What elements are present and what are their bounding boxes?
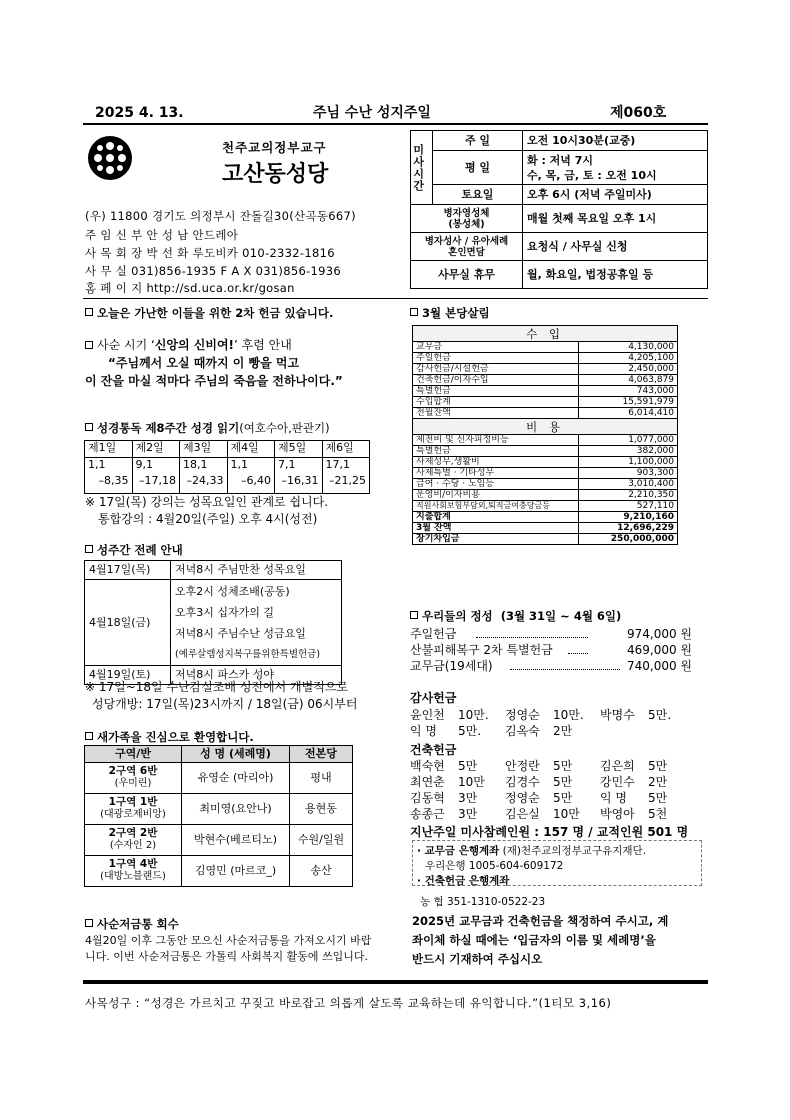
donor-row	[410, 807, 700, 823]
donor-row	[410, 724, 700, 740]
donor-amount: 5만.	[648, 708, 672, 722]
offering-row: 주일헌금 974,000 원	[410, 627, 692, 641]
table-row: 2구역 2반 (수자인 2) 박현수(베르티노) 수원/일원	[85, 825, 353, 856]
building-title: 건축헌금	[410, 743, 457, 757]
donor-amount: 5천	[648, 807, 668, 821]
communion-label: 병자영성체	[443, 207, 490, 219]
table-row: 운영비/이자비용 2,210,350	[413, 490, 678, 501]
mass-sunday-label: 주 일	[433, 131, 523, 151]
donor-amount: 2만	[553, 724, 573, 738]
finance-title: 3월 본당살림	[410, 306, 490, 320]
donor-amount: 3만	[458, 807, 478, 821]
donor-name: 정영순	[505, 708, 540, 722]
bible-integrated-lecture: 통합강의 : 4월20일(주일) 오후 4시(성전)	[98, 512, 318, 526]
thanks-list	[410, 708, 700, 740]
table-row: 급여 · 수당 · 노임등 3,010,400	[413, 479, 678, 490]
lent-antiphon-title: 사순 시기 ‘신앙의 신비여!’ 후렴 안내	[85, 338, 292, 353]
mass-schedule-table: 미사시간 주 일 오전 10시30분(교중) 평 일 화 : 저녁 7시 수, 목, 금, 토 : 오전 10시 토요일 오후 6시 (저녁 주일미사) 병자영성체 (봉성체) 매월 첫째 목요일 오후 1시 병자성사 / 유아세례 혼인면담 요청식 / 사무실 신청 사무실 휴무 월, 화요일, 법정공휴일 등	[410, 130, 708, 289]
donor-amount: 2만	[648, 775, 668, 789]
donor-name: 박영아	[600, 807, 635, 821]
bible-day-1: 제1일	[85, 441, 133, 458]
office-closed-label: 사무실 휴무	[411, 261, 523, 289]
holy-week-title: 성주간 전례 안내	[85, 543, 183, 557]
donor-amount: 10만	[553, 807, 580, 821]
income-header: 수 입	[413, 326, 678, 342]
sacrament-label: 병자성사 / 유아세례	[424, 235, 509, 247]
offering-row: 산불피해복구 2차 특별헌금 469,000 원	[410, 643, 692, 657]
mass-weekday-label: 평 일	[433, 151, 523, 185]
donor-name: 박명수	[600, 708, 635, 722]
table-row: 건축헌금/이자수입 4,063,879	[413, 375, 678, 386]
donor-amount: 5만	[648, 791, 668, 805]
sacrament-info: 요청식 / 사무실 신청	[523, 233, 708, 261]
diocese-name: 천주교의정부교구	[222, 140, 327, 155]
donor-amount: 10만.	[458, 708, 489, 722]
donor-name: 익 명	[410, 724, 437, 738]
donor-amount: 5만	[553, 759, 573, 773]
holy-saturday-item: 저녁8시 파스카 성야	[171, 666, 342, 685]
mass-weekday-time-2: 수, 목, 금, 토 : 오전 10시	[527, 168, 657, 182]
donor-amount: 3만	[458, 791, 478, 805]
church-logo-icon	[88, 136, 132, 180]
mass-sunday-time: 오전 10시30분(교중)	[523, 131, 708, 151]
holy-week-table: 4월17일(목) 저녁8시 주님만찬 성목요일 4월18일(금) 오후2시 성체조배(공동) 오후3시 십자가의 길 저녁8시 주님수난 성금요일 (예루살렘성지복구를위한특별헌금) 4월19일(토) 저녁8시 파스카 성야	[84, 560, 342, 685]
donor-row	[410, 775, 700, 791]
donor-name: 김은실	[505, 807, 540, 821]
table-row: 감사헌금/시설헌금 2,450,000	[413, 364, 678, 375]
donor-name: 백숙현	[410, 759, 445, 773]
lent-box-title: 사순저금통 회수	[85, 917, 179, 931]
holy-thursday-item: 저녁8시 주님만찬 성목요일	[171, 561, 342, 580]
donor-name: 김은희	[600, 759, 635, 773]
good-friday-date: 4월18일(금)	[85, 580, 171, 666]
bible-reading-table: 제1일 제2일 제3일 제4일 제5일 제6일 1,1 –8,35 9,1 –17,18 18,1 –24,33 1,1 –6,40 7,1 –16,31 17,1 –21,25	[84, 440, 370, 494]
holy-week-note-2: 성당개방: 17일(목)23시까지 / 18일(금) 06시부터	[92, 697, 358, 711]
donor-row	[410, 759, 700, 775]
table-row: 주일헌금 4,205,100	[413, 353, 678, 364]
table-row: 사제성무,생활비 1,100,000	[413, 457, 678, 468]
address: (우) 11800 경기도 의정부시 잔돌길30(산곡동667)	[85, 209, 356, 223]
building-account: 농 협 351-1310-0522-23	[420, 896, 546, 908]
footer-rule	[83, 980, 708, 984]
communion-time: 매월 첫째 목요일 오후 1시	[523, 205, 708, 233]
mass-weekday-time-1: 화 : 저녁 7시	[527, 153, 594, 167]
mass-saturday-time: 오후 6시 (저녁 주일미사)	[523, 185, 708, 205]
bible-note: ※ 17일(목) 강의는 성목요일인 관계로 쉽니다.	[85, 495, 329, 509]
church-name: 고산동성당	[222, 162, 329, 187]
holy-week-note-1: ※ 17일~18일 수난감실조배 성전에서 개별적으로	[85, 680, 348, 694]
lent-box-text-1: 4월20일 이후 그동안 모으신 사순저금통을 가져오시기 바랍	[85, 934, 372, 947]
donor-name: 윤인천	[410, 708, 445, 722]
table-row: 전월잔액 6,014,410	[413, 408, 678, 419]
donor-amount: 5만	[553, 775, 573, 789]
table-row: 지출합계 9,210,160	[413, 512, 678, 523]
bible-day-6: 제6일	[322, 441, 370, 458]
attendance: 지난주일 미사참례인원 : 157 명 / 교적인원 501 명	[410, 825, 689, 839]
table-row: 특별헌금 743,000	[413, 386, 678, 397]
donor-amount: 10만	[458, 775, 485, 789]
lent-box-text-2: 니다. 이번 사순저금통은 가톨릭 사회복지 활동에 쓰입니다.	[85, 950, 368, 963]
homepage-link[interactable]: 홈 페 이 지 http://sd.uca.or.kr/gosan	[85, 281, 295, 295]
offering-title: 우리들의 정성 (3월 31일 ~ 4월 6일)	[410, 609, 621, 623]
donor-row	[410, 791, 700, 807]
bank-account-box: · 교무금 은행계좌 (재)천주교의정부교구유지재단. 우리은행 1005-604-609172 · 건축헌금 은행계좌	[412, 840, 702, 886]
divider	[83, 298, 708, 299]
bible-day-4: 제4일	[227, 441, 275, 458]
bulletin-date: 2025 4. 13.	[95, 105, 184, 121]
table-row: 수입합계 15,591,979	[413, 397, 678, 408]
expense-header: 비 용	[413, 419, 678, 435]
donor-name: 정영순	[505, 791, 540, 805]
pastor: 주 임 신 부 안 성 남 안드레아	[85, 228, 239, 242]
table-row: 1구역 1반 (대광로제비앙) 최미영(요안나) 용현동	[85, 794, 353, 825]
bulletin-header	[83, 103, 708, 125]
donor-name: 김동혁	[410, 791, 445, 805]
table-row: 3월 잔액 12,696,229	[413, 523, 678, 534]
table-row: 특별헌금 382,000	[413, 446, 678, 457]
donor-name: 김옥숙	[505, 724, 540, 738]
table-row: 제전비 및 신자피정비등 1,077,000	[413, 435, 678, 446]
donor-name: 익 명	[600, 791, 627, 805]
donor-amount: 10만.	[553, 708, 584, 722]
issue-number: 제060호	[610, 105, 667, 121]
table-row: 장기차입금 250,000,000	[413, 534, 678, 545]
donor-name: 최연춘	[410, 775, 445, 789]
table-row: 사제특별 · 기타성무 903,300	[413, 468, 678, 479]
bible-day-3: 제3일	[180, 441, 228, 458]
table-row: 교무금 4,130,000	[413, 342, 678, 353]
motto: 사목성구 : “성경은 가르치고 꾸짖고 바로잡고 의롭게 살도록 교육하는데 유익합니다.”(1티모 3,16)	[85, 996, 612, 1010]
lent-antiphon-line-2: 이 잔을 마실 적마다 주님의 죽음을 전하나이다.”	[85, 374, 343, 388]
mass-time-label: 미사시간	[411, 143, 425, 192]
new-family-table: 구역/반 성 명 (세례명) 전본당 2구역 6반 (우미린) 유영순 (마리아) 평내 1구역 1반 (대광로제비앙) 최미영(요안나) 용현동 2구역 2반 (수자인 2) 박현수(베르티노) 수원/일원 1구역 4반 (대방노블랜드) 김영민 (마르코_) 송산	[84, 745, 353, 887]
bible-day-2: 제2일	[132, 441, 180, 458]
donor-amount: 5만	[553, 791, 573, 805]
office-phone: 사 무 실 031)856-1935 F A X 031)856-1936	[85, 264, 341, 278]
donor-amount: 5만.	[458, 724, 482, 738]
holy-thursday-date: 4월17일(목)	[85, 561, 171, 580]
donor-amount: 5만	[648, 759, 668, 773]
second-collection-notice: 오늘은 가난한 이들을 위한 2차 헌금 있습니다.	[85, 306, 333, 320]
finance-table	[412, 325, 678, 545]
donor-name: 강민수	[600, 775, 635, 789]
new-family-title: 새가족을 진심으로 환영합니다.	[85, 730, 254, 744]
offering-row: 교무금(19세대) 740,000 원	[410, 659, 692, 673]
donor-name: 안정란	[505, 759, 540, 773]
bible-reading-title: 성경통독 제8주간 성경 읽기(여호수아,판관기)	[85, 421, 330, 435]
thanks-title: 감사헌금	[410, 691, 457, 705]
council-president: 사 목 회 장 박 선 화 루도비카 010-2332-1816	[85, 246, 335, 260]
holy-saturday-date: 4월19일(토)	[85, 666, 171, 685]
donor-row	[410, 708, 700, 724]
donor-amount: 5만	[458, 759, 478, 773]
donor-name: 송종근	[410, 807, 445, 821]
mass-saturday-label: 토요일	[433, 185, 523, 205]
bulletin-title: 주님 수난 성지주일	[313, 105, 431, 121]
table-row: 2구역 6반 (우미린) 유영순 (마리아) 평내	[85, 763, 353, 794]
bank-note: 2025년 교무금과 건축헌금을 책정하여 주시고, 계 좌이체 하실 때에는 ‘입금자의 이름 및 세례명’을 반드시 기재하여 주십시오	[412, 914, 669, 966]
bible-day-5: 제5일	[275, 441, 323, 458]
office-closed-days: 월, 화요일, 법정공휴일 등	[523, 261, 708, 289]
table-row: 1구역 4반 (대방노블랜드) 김영민 (마르코_) 송산	[85, 856, 353, 887]
building-list	[410, 759, 700, 823]
table-row: 직원사회보험부담외,퇴직금여충당금등 527,110	[413, 501, 678, 512]
donor-name: 김경수	[505, 775, 540, 789]
lent-antiphon-line-1: “주님께서 오실 때까지 이 빵을 먹고	[108, 356, 300, 370]
